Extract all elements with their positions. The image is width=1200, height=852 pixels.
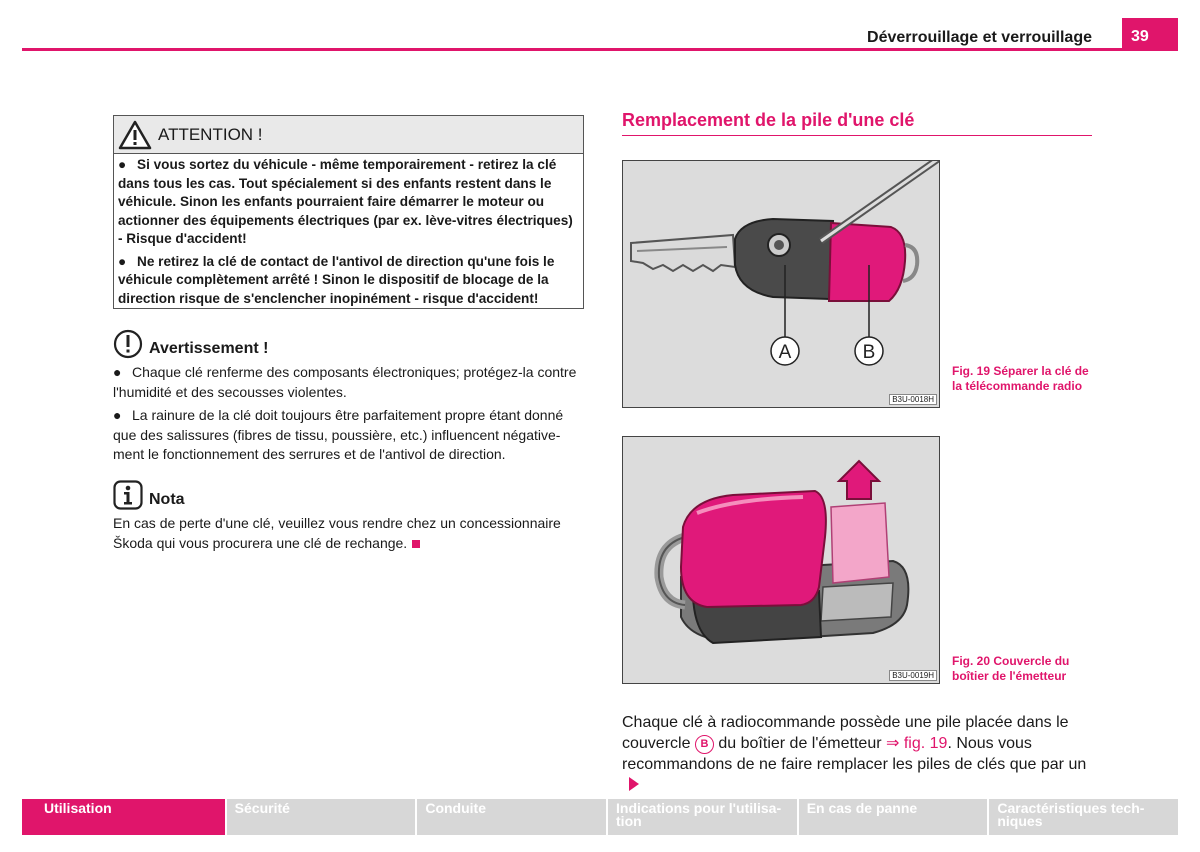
bullet: ● xyxy=(113,407,122,423)
attention-item: ● Si vous sortez du véhicule - même temporairement - retirez la clé dans tous les cas. Tout spécialement si des enfants restent dans le véhicule. Sinon les enfants pourraient faire démarrer le moteur ou actionner des équipements électriques (par ex. lève-vitres électriques) - Risque d'accident! xyxy=(118,157,573,246)
body-paragraph: Chaque clé à radiocommande possède une pile placée dans le couvercle B du boîtier de l'émetteur ⇒ fig. 19. Nous vous recommandons de ne faire remplacer les piles de clés que par un xyxy=(622,712,1100,796)
section-title: Remplacement de la pile d'une clé xyxy=(622,110,1092,136)
exclamation-circle-icon xyxy=(113,329,143,359)
bullet: ● xyxy=(118,253,127,269)
info-icon xyxy=(113,480,143,510)
figure-19 xyxy=(622,160,940,408)
end-marker-icon xyxy=(412,540,420,548)
callout-b: B xyxy=(862,342,876,363)
attention-title: ATTENTION ! xyxy=(158,124,263,144)
page-number: 39 xyxy=(1122,18,1178,50)
warning-item: ● Chaque clé renferme des composants électroniques; protégez-la contre l'humidité et des secousses violentes. xyxy=(113,364,577,400)
warning-section xyxy=(113,329,583,465)
callout-a: A xyxy=(778,342,792,363)
running-header-title: Déverrouillage et verrouillage xyxy=(867,29,1092,46)
continue-arrow-icon xyxy=(629,777,639,791)
tab-securite[interactable]: Sécurité xyxy=(227,799,416,835)
warning-triangle-icon xyxy=(118,120,152,150)
header-rule xyxy=(22,48,1178,51)
tab-indications[interactable]: Indications pour l'utilisa-tion xyxy=(608,799,797,835)
figure-code: B3U-0018H xyxy=(889,394,937,405)
figure-19-link[interactable]: ⇒ fig. 19 xyxy=(886,735,948,752)
key-separation-illustration xyxy=(623,161,939,407)
tab-en-cas-de-panne[interactable]: En cas de panne xyxy=(799,799,988,835)
note-title: Nota xyxy=(149,491,185,508)
attention-item: ● Ne retirez la clé de contact de l'antivol de direction qu'une fois le véhicule complètement arrêté ! Sinon le dispositif de blocage de la direction risque de s'enclencher inopinément - risque d'accident! xyxy=(118,253,555,306)
bullet: ● xyxy=(118,157,127,172)
attention-header xyxy=(114,116,583,154)
tab-utilisation[interactable]: Utilisation xyxy=(22,799,225,835)
warning-title: Avertissement ! xyxy=(149,340,269,357)
callout-b-marker: B xyxy=(695,735,714,754)
figure-19-caption: Fig. 19 Séparer la clé de la télécommande radio xyxy=(952,364,1089,393)
footer-nav xyxy=(22,799,1178,835)
note-text: En cas de perte d'une clé, veuillez vous rendre chez un concessionnaire Škoda qui vous procurera une clé de rechange. xyxy=(113,515,561,551)
bullet: ● xyxy=(113,364,122,380)
attention-box xyxy=(113,115,584,309)
tab-caracteristiques[interactable]: Caractéristiques tech-niques xyxy=(989,799,1178,835)
note-section xyxy=(113,480,583,553)
figure-20-caption: Fig. 20 Couvercle du boîtier de l'émetteur xyxy=(952,654,1070,683)
figure-20 xyxy=(622,436,940,684)
warning-item: ● La rainure de la clé doit toujours être parfaitement propre étant donné que des salissures (fibres de tissu, poussière, etc.) influencent négative-ment le fonctionnement des serrures et de l'antivol de direction. xyxy=(113,407,564,462)
tab-conduite[interactable]: Conduite xyxy=(417,799,606,835)
figure-code: B3U-0019H xyxy=(889,670,937,681)
transmitter-cover-illustration xyxy=(623,437,939,683)
